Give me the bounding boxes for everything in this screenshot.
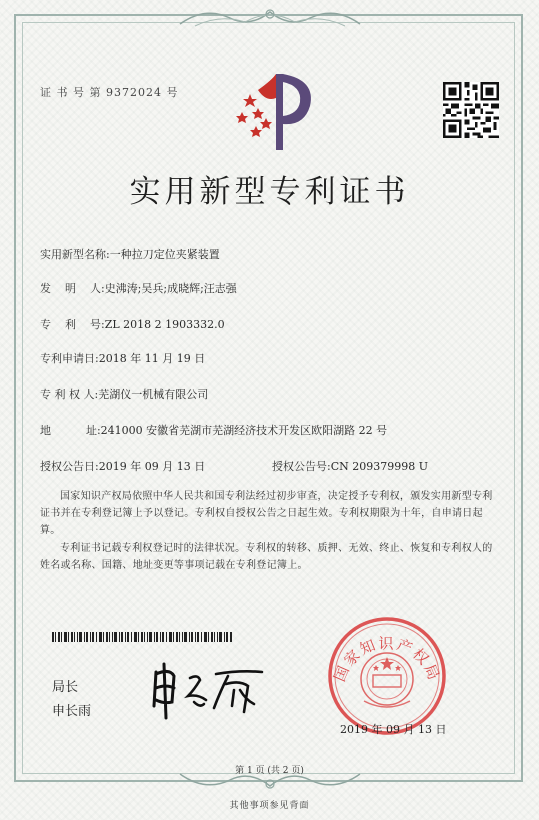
official-seal-icon	[326, 615, 448, 737]
footer-note: 其他事项参见背面	[229, 801, 310, 811]
page-number: 第 1 页 (共 2 页)	[235, 766, 304, 776]
filing-date-row	[40, 350, 205, 366]
utility-model-name-value: 一种拉刀定位夹紧装置	[109, 248, 220, 261]
patent-holder-value: 芜湖仪一机械有限公司	[98, 388, 209, 401]
seal-date: 2019 年 09 月 13 日	[340, 723, 447, 736]
address-value: 241000 安徽省芜湖市芜湖经济技术开发区欧阳湖路 22 号	[100, 424, 388, 437]
patent-number-value: ZL 2018 2 1903332.0	[104, 318, 225, 331]
qr-code-icon	[443, 82, 499, 138]
barcode-icon	[52, 632, 232, 642]
certificate-paragraph-1: 国家知识产权局依照中华人民共和国专利法经过初步审查，决定授予专利权，颁发实用新型专利证书并在专利登记簿上予以登记。专利权自授权公告之日起生效。专利权期限为十年，自申请日起算。	[40, 491, 493, 536]
patent-office-logo-icon	[228, 68, 318, 152]
inventor-label: 发 明 人:	[40, 282, 105, 295]
director-name: 申长雨	[52, 704, 92, 719]
address-row	[40, 422, 387, 438]
filing-date-label: 专利申请日:	[40, 352, 99, 365]
filing-date-value: 2018 年 11 月 19 日	[98, 352, 206, 365]
patent-holder-row	[40, 386, 208, 402]
grant-publication-number-row	[272, 458, 428, 474]
inventor-value: 史沸涛;吴兵;成晓辉;汪志强	[104, 282, 237, 295]
address-label: 地 址:	[40, 424, 101, 437]
grant-publication-date-label: 授权公告日:	[40, 460, 99, 473]
top-ornament-icon	[175, 4, 365, 30]
director-title: 局长	[52, 680, 79, 695]
seal-text: 国家知识产权局	[330, 634, 444, 685]
inventor-row	[40, 280, 237, 296]
certificate-paragraph-2: 专利证书记载专利权登记时的法律状况。专利权的转移、质押、无效、终止、恢复和专利权人的姓名或名称、国籍、地址变更等事项记载在专利登记簿上。	[40, 543, 493, 571]
patent-number-label: 专 利 号:	[40, 318, 105, 331]
utility-model-name-label: 实用新型名称:	[40, 248, 110, 261]
director-signature-icon	[150, 660, 270, 720]
certificate-number: 证 书 号 第 9372024 号	[40, 86, 179, 99]
document-title: 实用新型专利证书	[129, 174, 410, 210]
patent-holder-label: 专 利 权 人:	[40, 388, 99, 401]
grant-publication-number-value: CN 209379998 U	[330, 460, 429, 473]
grant-publication-date-row	[40, 458, 205, 474]
patent-number-row	[40, 316, 225, 332]
grant-publication-date-value: 2019 年 09 月 13 日	[98, 460, 206, 473]
grant-publication-number-label: 授权公告号:	[272, 460, 331, 473]
utility-model-name-row	[40, 246, 220, 262]
